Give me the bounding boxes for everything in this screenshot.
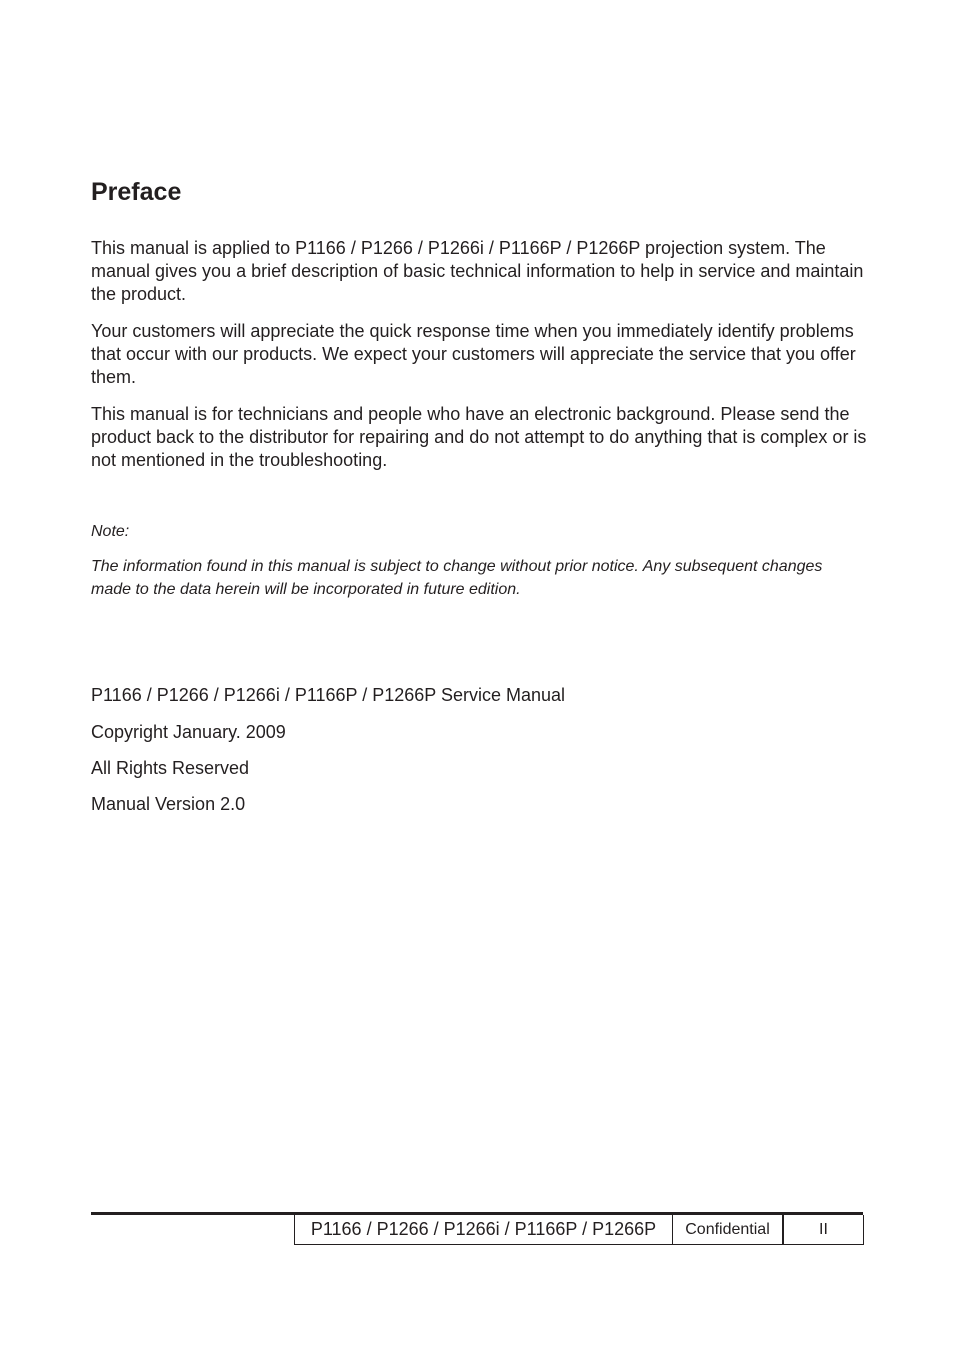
note-label: Note: <box>91 523 130 540</box>
footer-page-number: II <box>784 1215 864 1245</box>
footer <box>294 1215 864 1245</box>
footer-confidential: Confidential <box>672 1215 784 1245</box>
rights-line: All Rights Reserved <box>91 758 250 778</box>
footer-models: P1166 / P1266 / P1266i / P1166P / P1266P <box>294 1215 672 1245</box>
copyright-line: Copyright January. 2009 <box>91 722 286 742</box>
note-text: The information found in this manual is subject to change without prior notice. Any subsequent changes made to the data herein will be incorporated in future edition. <box>91 558 823 598</box>
preface-paragraph-1: This manual is applied to P1166 / P1266 / P1266i / P1166P / P1266P projection system. The manual gives you a brief description of basic technical information to help in service and maintain the product. <box>91 238 864 304</box>
page-title: Preface <box>91 178 182 206</box>
version-line: Manual Version 2.0 <box>91 794 246 814</box>
preface-paragraph-2: Your customers will appreciate the quick response time when you immediately identify problems that occur with our products. We expect your customers will appreciate the service that you offer them. <box>91 321 856 387</box>
manual-title: P1166 / P1266 / P1266i / P1166P / P1266P Service Manual <box>91 685 566 705</box>
preface-paragraph-3: This manual is for technicians and people who have an electronic background. Please send the product back to the distributor for repairing and do not attempt to do anything that is complex or is not mentioned in the troubleshooting. <box>91 404 867 470</box>
